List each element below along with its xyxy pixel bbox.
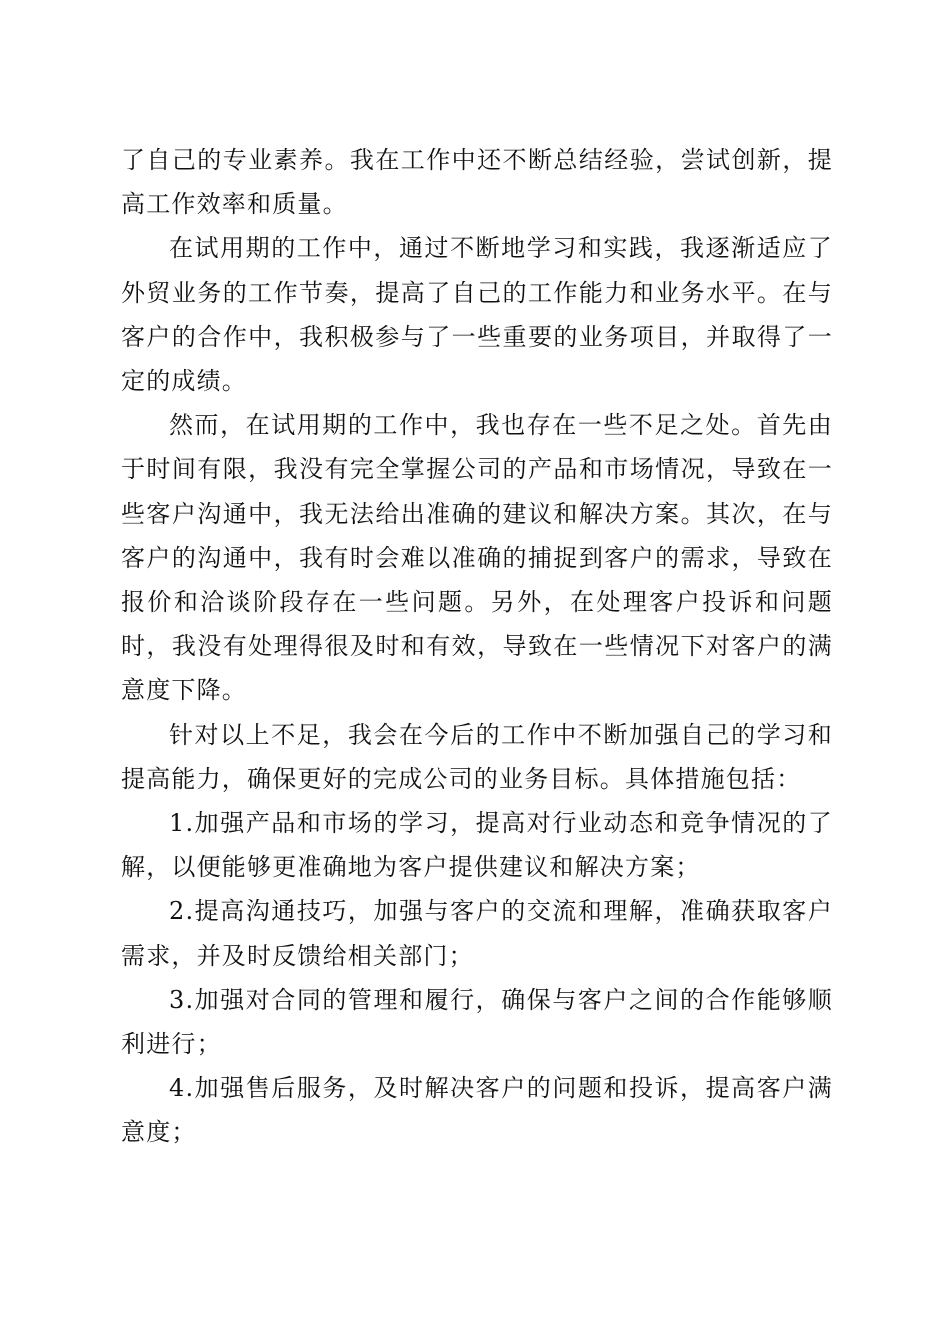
list-item-measure-1: 1.加强产品和市场的学习，提高对行业动态和竞争情况的了解，以便能够更准确地为客户提供建议和解决方案； [121,809,833,882]
paragraph-shortcomings: 然而，在试用期的工作中，我也存在一些不足之处。首先由于时间有限，我没有完全掌握公司的产品和市场情况，导致在一些客户沟通中，我无法给出准确的建议和解决方案。其次，在与客户的沟通中，我有时会难以准确的捕捉到客户的需求，导致在报价和洽谈阶段存在一些问题。另外，在处理客户投诉和问题时，我没有处理得很及时和有效，导致在一些情况下对客户的满意度下降。 [121,411,833,705]
list-item-measure-2: 2.提高沟通技巧，加强与客户的交流和理解，准确获取客户需求，并及时反馈给相关部门； [121,897,833,970]
document-body [121,138,833,1155]
paragraph-probation-progress: 在试用期的工作中，通过不断地学习和实践，我逐渐适应了外贸业务的工作节奏，提高了自己的工作能力和业务水平。在与客户的合作中，我积极参与了一些重要的业务项目，并取得了一定的成绩。 [121,234,833,396]
list-item-measure-4: 4.加强售后服务，及时解决客户的问题和投诉，提高客户满意度； [121,1074,833,1147]
list-item-measure-3: 3.加强对合同的管理和履行，确保与客户之间的合作能够顺利进行； [121,985,833,1059]
paragraph-continuation: 了自己的专业素养。我在工作中还不断总结经验，尝试创新，提高工作效率和质量。 [121,146,833,219]
paragraph-improvement-intro: 针对以上不足，我会在今后的工作中不断加强自己的学习和提高能力，确保更好的完成公司的业务目标。具体措施包括： [121,720,833,793]
